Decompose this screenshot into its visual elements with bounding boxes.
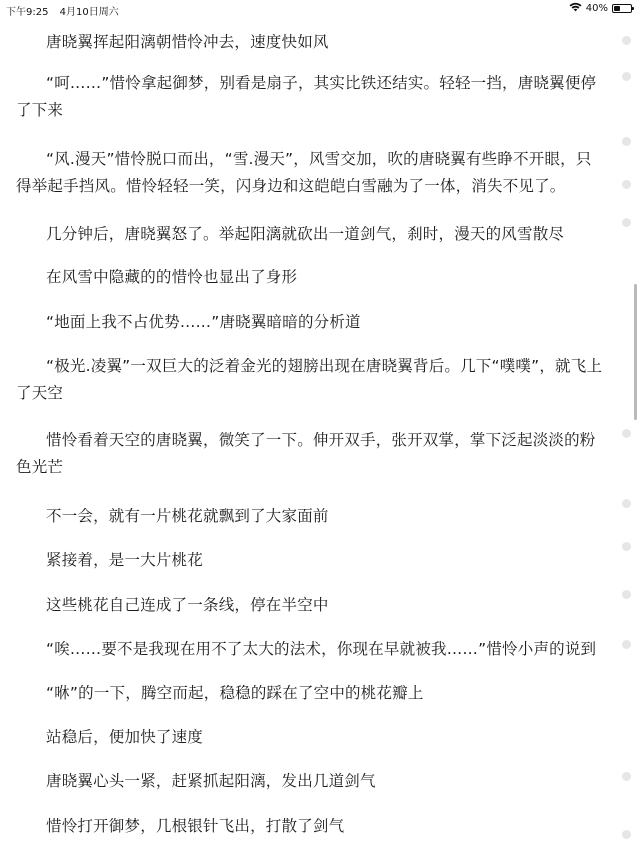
paragraph: “极光.凌翼”一双巨大的泛着金光的翅膀出现在唐晓翼背后。几下“噗噗”，就飞上了天空 — [16, 357, 603, 402]
paragraph: 紧接着，是一大片桃花 — [46, 551, 204, 569]
dot-marker — [622, 429, 631, 438]
paragraph: 唐晓翼心头一紧，赶紧抓起阳漓，发出几道剑气 — [46, 772, 376, 790]
dot-marker — [622, 36, 631, 45]
paragraph: “地面上我不占优势……”唐晓翼暗暗的分析道 — [46, 313, 361, 331]
paragraph: 唐晓翼挥起阳漓朝惜怜冲去，速度快如风 — [46, 33, 329, 51]
paragraph: “咻”的一下，腾空而起，稳稳的踩在了空中的桃花瓣上 — [46, 684, 424, 702]
paragraph: 不一会，就有一片桃花就飘到了大家面前 — [46, 507, 329, 525]
paragraph: “唉……要不是我现在用不了太大的法术，你现在早就被我……”惜怜小声的说到 — [46, 640, 597, 658]
paragraph: 惜怜看着天空的唐晓翼，微笑了一下。伸开双手，张开双掌，掌下泛起淡淡的粉色光芒 — [16, 431, 596, 476]
status-date: 4月10日周六 — [59, 7, 119, 18]
status-time: 下午9:25 — [6, 7, 49, 18]
scrollbar[interactable] — [634, 284, 637, 420]
dot-marker — [622, 830, 631, 839]
dot-marker — [622, 180, 631, 189]
dot-marker — [622, 542, 631, 551]
paragraph: 几分钟后，唐晓翼怒了。举起阳漓就砍出一道剑气，刹时，漫天的风雪散尽 — [46, 225, 565, 243]
paragraph: “风.漫天”惜怜脱口而出，“雪.漫天”，风雪交加，吹的唐晓翼有些睁不开眼，只得举起手挡风。惜怜轻轻一笑，闪身边和这皑皑白雪融为了一体，消失不见了。 — [16, 150, 592, 195]
status-bar — [0, 0, 640, 18]
paragraph: “呵……”惜怜拿起御梦，别看是扇子，其实比铁还结实。轻轻一挡，唐晓翼便停了下来 — [16, 74, 597, 119]
status-left — [6, 3, 127, 18]
dot-marker — [622, 590, 631, 599]
dot-marker — [622, 137, 631, 146]
dot-marker — [622, 499, 631, 508]
battery-percent: 40% — [585, 3, 608, 14]
paragraph: 站稳后，便加快了速度 — [46, 728, 204, 746]
paragraph: 惜怜打开御梦，几根银针飞出，打散了剑气 — [46, 817, 345, 835]
dot-marker — [622, 772, 631, 781]
dot-marker — [622, 218, 631, 227]
dot-marker — [622, 640, 631, 649]
side-dots — [620, 0, 634, 853]
paragraph: 在风雪中隐藏的的惜怜也显出了身形 — [46, 268, 298, 286]
wifi-icon — [569, 2, 582, 15]
paragraph: 这些桃花自己连成了一条线，停在半空中 — [46, 596, 329, 614]
dot-marker — [622, 72, 631, 81]
